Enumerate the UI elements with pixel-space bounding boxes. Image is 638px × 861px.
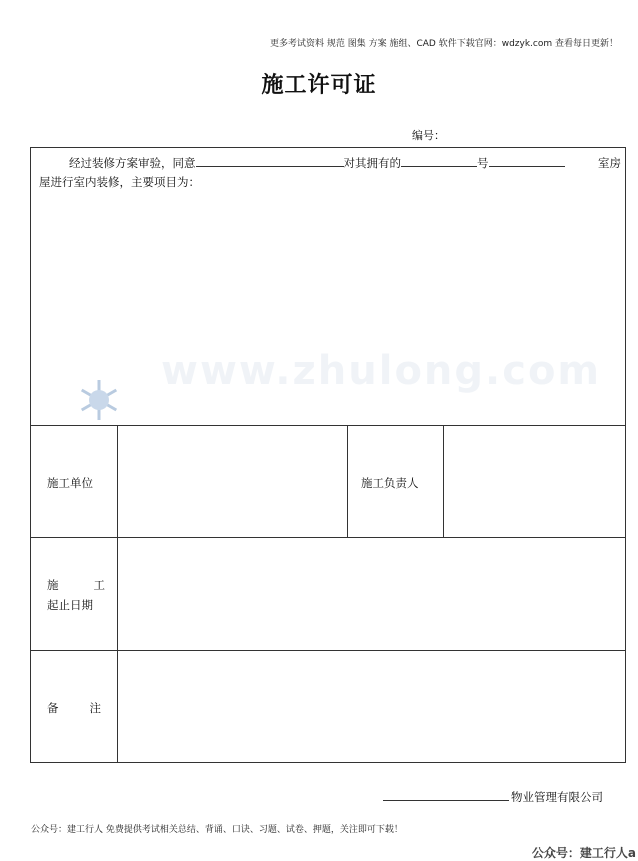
period-label-line1 [47,577,105,593]
corner-watermark: 公众号：建工行人a [531,846,636,860]
remarks-label-char-2: 注 [89,701,101,715]
intro-part4: 室房 [598,156,621,170]
period-label-char-2: 工 [93,578,105,592]
intro-part1: 经过装修方案审验，同意 [69,156,196,170]
intro-part2: 对其拥有的 [343,156,401,170]
remarks-label-char-1: 备 [47,701,59,715]
footer-note: 公众号：建工行人 免费提供考试相关总结、背诵、口诀、习题、试卷、押题，关注即可下载！ [31,825,403,835]
approval-blank[interactable] [196,154,344,167]
building-blank[interactable] [401,154,477,167]
signature-line[interactable] [383,800,509,801]
period-label-line2: 起止日期 [47,598,93,612]
column-divider [347,425,348,537]
room-blank[interactable] [489,154,565,167]
intro-part3: 号 [477,156,489,170]
intro-line2: 屋进行室内装修，主要项目为： [39,175,200,189]
top-note: 更多考试资料 规范 图集 方案 施组、CAD 软件下载官网：wdzyk.com 查看每日更新！ [270,39,618,49]
row-divider [31,650,625,651]
snowflake-icon [77,378,121,422]
permit-form-table [30,147,626,763]
person-in-charge-label: 施工负责人 [361,476,419,490]
page-title: 施工许可证 [261,73,377,98]
construction-unit-label: 施工单位 [47,476,93,490]
serial-number-label: 编号： [412,129,445,142]
company-name: 物业管理有限公司 [511,790,603,804]
intro-text [39,154,621,192]
column-divider [443,425,444,537]
column-divider [117,425,118,762]
watermark: www.zhulong.com [161,348,602,394]
period-label-char-1: 施 [47,578,59,592]
remarks-label [47,700,101,716]
row-divider [31,425,625,426]
row-divider [31,537,625,538]
